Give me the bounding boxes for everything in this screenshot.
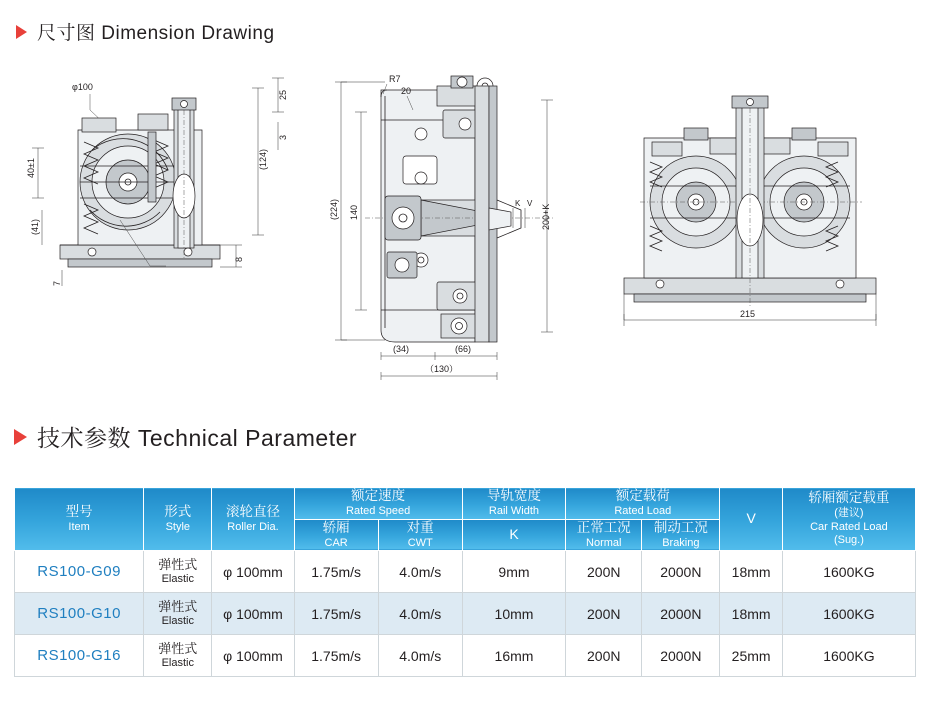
dimension-drawings-area: [0, 60, 930, 400]
table-row: [15, 635, 916, 677]
header-rated-load-cn: 额定载荷: [615, 488, 670, 503]
red-triangle-icon: [16, 25, 27, 39]
header-car-cn: 轿厢: [322, 519, 350, 535]
cell-k: 10mm: [462, 593, 565, 635]
cell-item: RS100-G09: [15, 551, 144, 593]
cell-item: RS100-G16: [15, 635, 144, 677]
cell-style: [144, 551, 212, 593]
header-car: [294, 519, 378, 551]
svg-text:40±1: 40±1: [26, 158, 36, 178]
header-style-en: Style: [165, 520, 191, 533]
header-k: [462, 519, 565, 551]
cell-k: 9mm: [462, 551, 565, 593]
svg-text:(124): (124): [258, 148, 268, 170]
technical-parameter-title: 技术参数 Technical Parameter: [37, 425, 358, 451]
svg-text:25: 25: [278, 89, 288, 100]
table-header-row-1: [15, 488, 916, 520]
svg-text:φ100: φ100: [72, 82, 93, 92]
red-triangle-icon: [14, 429, 27, 445]
svg-text:140: 140: [349, 204, 359, 220]
header-car-rated-load-cn: 轿厢额定载重: [808, 490, 890, 506]
svg-text:（130）: （130）: [425, 364, 459, 374]
svg-text:(66): (66): [455, 344, 472, 354]
header-item: [15, 488, 144, 551]
cell-style-en: Elastic: [161, 614, 194, 627]
cell-car-rated-load: 1600KG: [782, 593, 915, 635]
svg-text:20: 20: [401, 86, 412, 96]
svg-text:K: K: [515, 199, 521, 208]
cell-item: RS100-G10: [15, 593, 144, 635]
cell-style-cn: 弹性式: [158, 640, 198, 656]
cell-braking: 2000N: [642, 593, 720, 635]
header-braking: [642, 519, 720, 551]
header-v-label: V: [746, 510, 756, 527]
cell-v: 25mm: [720, 635, 782, 677]
cell-style-cn: 弹性式: [158, 598, 198, 614]
header-normal-en: Normal: [586, 536, 622, 549]
cell-normal: 200N: [566, 593, 642, 635]
table-header: [15, 488, 916, 551]
cell-braking: 2000N: [642, 635, 720, 677]
header-rated-speed-en: Rated Speed: [346, 504, 411, 517]
header-v: [720, 488, 782, 551]
cell-roller: φ 100mm: [212, 635, 294, 677]
svg-text:V: V: [527, 199, 533, 208]
dimension-drawing-title: 尺寸图 Dimension Drawing: [37, 23, 275, 44]
side-view-drawing: [325, 60, 575, 390]
table-row: [15, 593, 916, 635]
header-car-en: CAR: [324, 536, 348, 549]
header-normal: [566, 519, 642, 551]
cell-car-speed: 1.75m/s: [294, 551, 378, 593]
cell-style: [144, 635, 212, 677]
table-row: [15, 551, 916, 593]
technical-parameter-table: [14, 487, 916, 677]
svg-text:3: 3: [278, 134, 288, 140]
header-car-rated-load-en2: (Sug.): [833, 534, 864, 547]
header-style: [144, 488, 212, 551]
svg-text:8: 8: [234, 256, 244, 262]
header-item-cn: 型号: [65, 503, 93, 519]
cell-style-en: Elastic: [161, 656, 194, 669]
cell-car-rated-load: 1600KG: [782, 635, 915, 677]
cell-car-rated-load: 1600KG: [782, 551, 915, 593]
header-roller-cn: 滚轮直径: [225, 503, 280, 519]
header-rail-width-cn: 导轨宽度: [486, 488, 541, 503]
header-rated-speed-cn: 额定速度: [351, 488, 406, 503]
cell-cwt-speed: 4.0m/s: [378, 635, 462, 677]
header-rail-width: [462, 488, 565, 520]
cell-cwt-speed: 4.0m/s: [378, 593, 462, 635]
header-item-en: Item: [68, 520, 90, 533]
header-cwt-cn: 对重: [406, 519, 434, 535]
cell-car-speed: 1.75m/s: [294, 635, 378, 677]
header-car-rated-load: [782, 488, 915, 551]
header-braking-cn: 制动工况: [653, 519, 708, 535]
header-style-cn: 形式: [164, 503, 192, 519]
header-normal-cn: 正常工况: [576, 519, 631, 535]
cell-v: 18mm: [720, 551, 782, 593]
svg-text:200+K: 200+K: [541, 203, 551, 230]
cell-normal: 200N: [566, 635, 642, 677]
header-car-rated-load-cn2: (建议): [834, 506, 864, 519]
header-roller-en: Roller Dia.: [227, 520, 279, 533]
front-view-drawing: [20, 70, 300, 370]
cell-v: 18mm: [720, 593, 782, 635]
header-roller-dia: [212, 488, 294, 551]
header-rail-width-en: Rail Width: [488, 504, 540, 517]
cell-normal: 200N: [566, 551, 642, 593]
cell-k: 16mm: [462, 635, 565, 677]
header-rated-load: [566, 488, 720, 520]
header-rated-load-en: Rated Load: [614, 504, 672, 517]
svg-text:(34): (34): [393, 344, 410, 354]
cell-style: [144, 593, 212, 635]
header-braking-en: Braking: [662, 536, 700, 549]
cell-style-en: Elastic: [161, 572, 194, 585]
technical-parameter-heading: [14, 420, 357, 453]
cell-braking: 2000N: [642, 551, 720, 593]
cell-cwt-speed: 4.0m/s: [378, 551, 462, 593]
cell-car-speed: 1.75m/s: [294, 593, 378, 635]
svg-text:7: 7: [52, 280, 62, 286]
svg-text:R7: R7: [389, 74, 401, 84]
cell-roller: φ 100mm: [212, 551, 294, 593]
svg-text:(41): (41): [30, 218, 40, 235]
cell-style-cn: 弹性式: [158, 556, 198, 572]
header-rated-speed: [294, 488, 462, 520]
svg-text:(224): (224): [329, 198, 339, 220]
cell-roller: φ 100mm: [212, 593, 294, 635]
table-body: [15, 551, 916, 677]
dimension-drawing-heading: [16, 18, 275, 45]
back-view-drawing: [600, 70, 900, 350]
svg-text:215: 215: [740, 309, 756, 319]
header-cwt: [378, 519, 462, 551]
header-k-label: K: [509, 526, 519, 543]
header-cwt-en: CWT: [407, 536, 433, 549]
header-car-rated-load-en: Car Rated Load: [810, 520, 888, 533]
